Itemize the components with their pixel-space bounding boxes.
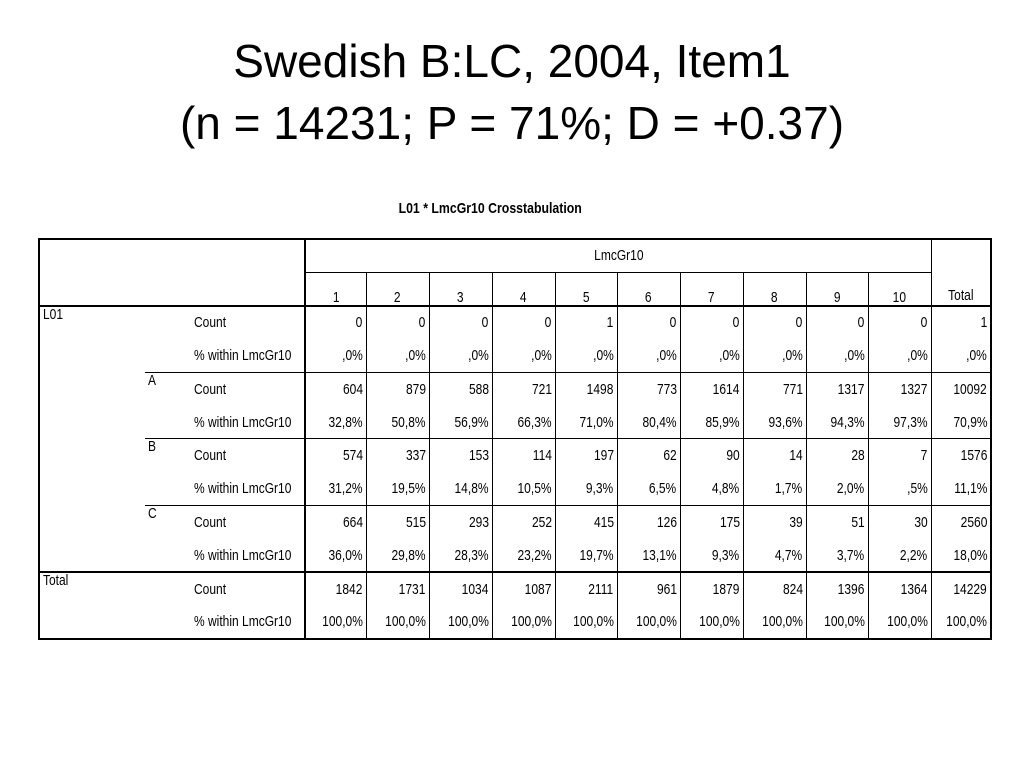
row-var-label: L01 — [43, 305, 64, 323]
pct-value: 100,0% — [384, 613, 426, 631]
count-value: 153 — [468, 447, 489, 465]
total-count-cell — [931, 306, 991, 339]
stat-label-cell — [191, 406, 305, 439]
count-cell — [555, 572, 617, 605]
pct-value: 4,7% — [775, 546, 803, 564]
col-group-header — [305, 239, 931, 272]
count-value: 824 — [782, 580, 803, 598]
pct-cell — [492, 539, 555, 572]
pct-value: 10,5% — [517, 480, 552, 498]
pct-value: 100,0% — [698, 613, 740, 631]
group-label-cell — [145, 372, 191, 439]
pct-value: 9,3% — [586, 480, 614, 498]
table-row — [39, 506, 991, 539]
count-cell — [366, 572, 429, 605]
count-cell — [555, 372, 617, 405]
pct-value: ,0% — [843, 346, 865, 364]
count-value: 2560 — [960, 514, 988, 532]
count-cell — [806, 372, 868, 405]
pct-value: 100,0% — [823, 613, 865, 631]
count-value: 574 — [342, 447, 363, 465]
column-header-label: 9 — [833, 288, 841, 306]
stat-label-pct: % within LmcGr10 — [194, 346, 292, 364]
count-cell — [366, 306, 429, 339]
total-pct-cell — [931, 339, 991, 372]
count-cell — [868, 306, 931, 339]
pct-cell — [429, 339, 492, 372]
column-header — [555, 272, 617, 305]
count-cell — [305, 439, 366, 472]
stat-label-cell — [191, 339, 305, 372]
pct-cell — [806, 472, 868, 505]
pct-value: 66,3% — [517, 413, 552, 431]
crosstab-table-container — [38, 238, 988, 638]
pct-cell — [429, 472, 492, 505]
pct-cell — [743, 539, 806, 572]
pct-value: 23,2% — [517, 546, 552, 564]
group-label-cell — [145, 439, 191, 506]
pct-cell — [305, 339, 366, 372]
pct-cell — [366, 339, 429, 372]
pct-cell — [743, 406, 806, 439]
pct-cell — [366, 406, 429, 439]
count-value: 337 — [405, 447, 426, 465]
pct-cell — [366, 472, 429, 505]
column-header-label: 7 — [708, 288, 715, 306]
count-cell — [806, 572, 868, 605]
pct-value: 100,0% — [510, 613, 552, 631]
pct-value: ,0% — [341, 346, 363, 364]
count-value: 879 — [405, 380, 426, 398]
count-value: 1034 — [461, 580, 489, 598]
count-value: 1396 — [837, 580, 865, 598]
pct-cell — [617, 472, 680, 505]
crosstab-table — [38, 238, 992, 640]
table-row — [39, 572, 991, 605]
stat-label-pct: % within LmcGr10 — [194, 480, 292, 498]
count-cell — [868, 506, 931, 539]
count-value: 114 — [532, 447, 552, 465]
pct-value: 4,8% — [712, 480, 740, 498]
pct-value: 2,2% — [900, 546, 928, 564]
pct-cell — [868, 606, 931, 639]
count-cell — [492, 439, 555, 472]
pct-value: 9,3% — [712, 546, 740, 564]
count-value: 721 — [531, 380, 552, 398]
count-cell — [743, 572, 806, 605]
count-cell — [743, 306, 806, 339]
count-value: 1498 — [586, 380, 614, 398]
pct-value: ,0% — [718, 346, 740, 364]
total-row-label: Total — [43, 572, 69, 590]
pct-cell — [492, 606, 555, 639]
count-cell — [305, 372, 366, 405]
count-cell — [680, 439, 743, 472]
count-cell — [555, 439, 617, 472]
column-header — [743, 272, 806, 305]
pct-value: 100,0% — [321, 613, 363, 631]
column-header-label: 4 — [520, 288, 527, 306]
column-header-label: 5 — [582, 288, 590, 306]
pct-cell — [555, 606, 617, 639]
count-value: 1317 — [837, 380, 865, 398]
column-header — [617, 272, 680, 305]
pct-value: 2,0% — [837, 480, 865, 498]
count-value: 51 — [851, 514, 865, 532]
total-pct-cell — [931, 406, 991, 439]
count-value: 0 — [920, 314, 928, 332]
pct-cell — [617, 606, 680, 639]
count-value: 771 — [782, 380, 803, 398]
count-value: 961 — [656, 580, 677, 598]
stat-label-cell — [191, 372, 305, 405]
pct-cell — [492, 339, 555, 372]
group-label: A — [148, 372, 157, 389]
pct-cell — [806, 339, 868, 372]
table-row — [39, 439, 991, 472]
count-cell — [743, 372, 806, 405]
pct-value: ,0% — [592, 346, 614, 364]
count-value: 175 — [719, 514, 740, 532]
pct-value: ,0% — [404, 346, 426, 364]
pct-cell — [680, 539, 743, 572]
count-value: 39 — [789, 514, 803, 532]
count-value: 1731 — [398, 580, 426, 598]
count-cell — [366, 439, 429, 472]
pct-value: 32,8% — [328, 413, 363, 431]
total-count-cell — [931, 439, 991, 472]
pct-cell — [743, 472, 806, 505]
column-header — [868, 272, 931, 305]
count-value: 0 — [857, 314, 865, 332]
count-cell — [429, 372, 492, 405]
column-header-label: 8 — [771, 288, 778, 306]
column-header — [680, 272, 743, 305]
count-value: 90 — [726, 447, 740, 465]
count-cell — [492, 306, 555, 339]
count-cell — [680, 306, 743, 339]
count-cell — [555, 506, 617, 539]
count-cell — [868, 572, 931, 605]
count-value: 0 — [355, 314, 363, 332]
pct-value: 1,7% — [775, 480, 803, 498]
pct-cell — [806, 406, 868, 439]
count-value: 415 — [593, 514, 614, 532]
column-header — [806, 272, 868, 305]
count-cell — [492, 506, 555, 539]
pct-cell — [555, 406, 617, 439]
count-cell — [743, 439, 806, 472]
count-cell — [305, 306, 366, 339]
pct-value: 18,0% — [953, 546, 988, 564]
count-value: 1364 — [900, 580, 928, 598]
stat-label-count: Count — [194, 514, 227, 532]
stat-label-count: Count — [194, 580, 227, 598]
column-header — [492, 272, 555, 305]
pct-value: 6,5% — [649, 480, 677, 498]
stat-label-count: Count — [194, 380, 227, 398]
count-cell — [743, 506, 806, 539]
pct-cell — [492, 472, 555, 505]
pct-cell — [429, 606, 492, 639]
slide-title-line2: (n = 14231; P = 71%; D = +0.37) — [179, 97, 845, 149]
pct-cell — [680, 406, 743, 439]
stat-label-count: Count — [194, 314, 227, 332]
count-value: 2111 — [588, 580, 614, 598]
count-value: 664 — [342, 514, 363, 532]
pct-value: ,0% — [781, 346, 803, 364]
pct-value: 93,6% — [768, 413, 803, 431]
total-pct-cell — [931, 606, 991, 639]
count-cell — [366, 372, 429, 405]
pct-cell — [868, 539, 931, 572]
count-value: 1 — [606, 314, 614, 332]
pct-cell — [555, 472, 617, 505]
count-cell — [429, 506, 492, 539]
count-cell — [680, 372, 743, 405]
pct-value: 100,0% — [635, 613, 677, 631]
count-value: 1879 — [712, 580, 740, 598]
pct-value: 71,0% — [579, 413, 614, 431]
slide-title — [0, 30, 1024, 154]
count-value: 1087 — [524, 580, 552, 598]
pct-cell — [806, 539, 868, 572]
pct-value: 100,0% — [447, 613, 489, 631]
column-header — [366, 272, 429, 305]
pct-value: ,0% — [906, 346, 928, 364]
pct-value: 56,9% — [454, 413, 489, 431]
count-value: 1576 — [960, 447, 988, 465]
stat-label-cell — [191, 472, 305, 505]
count-cell — [366, 506, 429, 539]
total-column-label: Total — [948, 286, 974, 304]
count-cell — [492, 372, 555, 405]
count-cell — [429, 306, 492, 339]
pct-value: 28,3% — [454, 546, 489, 564]
column-header-label: 2 — [394, 288, 401, 306]
stat-label-cell — [191, 572, 305, 605]
group-label-cell — [145, 506, 191, 573]
count-value: 14 — [789, 447, 803, 465]
pct-value: ,0% — [655, 346, 677, 364]
pct-value: 31,2% — [328, 480, 363, 498]
row-var-label-cell — [39, 306, 145, 573]
count-value: 0 — [544, 314, 552, 332]
count-value: 1842 — [335, 580, 363, 598]
count-cell — [806, 439, 868, 472]
count-value: 0 — [795, 314, 803, 332]
column-header — [429, 272, 492, 305]
pct-value: 36,0% — [328, 546, 363, 564]
pct-cell — [617, 406, 680, 439]
pct-value: 100,0% — [572, 613, 614, 631]
pct-cell — [680, 339, 743, 372]
stat-label-cell — [191, 439, 305, 472]
pct-cell — [555, 339, 617, 372]
pct-value: 97,3% — [893, 413, 928, 431]
group-label: B — [148, 438, 157, 456]
total-header — [931, 239, 991, 306]
pct-value: 100,0% — [946, 613, 988, 631]
count-value: 14229 — [953, 580, 988, 598]
pct-cell — [868, 406, 931, 439]
pct-cell — [305, 606, 366, 639]
count-value: 1 — [980, 314, 988, 332]
pct-cell — [366, 606, 429, 639]
pct-cell — [617, 539, 680, 572]
count-value: 515 — [405, 514, 426, 532]
count-cell — [680, 506, 743, 539]
count-value: 197 — [593, 447, 614, 465]
count-cell — [305, 506, 366, 539]
count-cell — [492, 572, 555, 605]
stat-label-cell — [191, 306, 305, 339]
pct-value: 100,0% — [886, 613, 928, 631]
count-value: 126 — [656, 514, 677, 532]
stat-label-pct: % within LmcGr10 — [194, 613, 292, 631]
count-value: 1327 — [900, 380, 928, 398]
count-cell — [617, 572, 680, 605]
stat-label-cell — [191, 506, 305, 539]
pct-value: 3,7% — [837, 546, 865, 564]
pct-value: 19,5% — [391, 480, 426, 498]
stat-label-pct: % within LmcGr10 — [194, 413, 292, 431]
pct-cell — [305, 472, 366, 505]
table-row — [39, 372, 991, 405]
corner-cell — [39, 239, 305, 306]
group-label: C — [148, 505, 157, 523]
stat-label-pct: % within LmcGr10 — [194, 546, 292, 564]
total-count-cell — [931, 506, 991, 539]
count-cell — [617, 306, 680, 339]
count-cell — [806, 306, 868, 339]
count-value: 10092 — [953, 380, 988, 398]
pct-cell — [680, 606, 743, 639]
count-value: 252 — [531, 514, 552, 532]
pct-cell — [743, 606, 806, 639]
count-value: 293 — [468, 514, 489, 532]
pct-value: ,0% — [966, 346, 988, 364]
count-cell — [680, 572, 743, 605]
column-header — [305, 272, 366, 305]
pct-value: 94,3% — [830, 413, 865, 431]
column-header-label: 3 — [457, 288, 464, 306]
pct-cell — [305, 406, 366, 439]
table-row — [39, 306, 991, 339]
count-cell — [806, 506, 868, 539]
pct-cell — [305, 539, 366, 572]
col-group-label: LmcGr10 — [593, 247, 644, 265]
pct-value: ,0% — [467, 346, 489, 364]
column-header-label: 6 — [645, 288, 652, 306]
stat-label-count: Count — [194, 447, 227, 465]
pct-value: 85,9% — [705, 413, 740, 431]
count-value: 1614 — [712, 380, 740, 398]
total-row-label-cell — [39, 572, 191, 639]
group-label-cell — [145, 306, 191, 373]
count-cell — [868, 372, 931, 405]
count-value: 0 — [481, 314, 489, 332]
pct-value: 70,9% — [953, 413, 988, 431]
count-value: 62 — [663, 447, 677, 465]
count-value: 588 — [468, 380, 489, 398]
column-header-label: 1 — [332, 288, 340, 306]
pct-cell — [617, 339, 680, 372]
pct-value: 13,1% — [642, 546, 677, 564]
count-cell — [617, 372, 680, 405]
pct-value: 100,0% — [761, 613, 803, 631]
table-caption: L01 * LmcGr10 Crosstabulation — [398, 200, 582, 217]
count-value: 30 — [914, 514, 928, 532]
pct-value: ,5% — [906, 480, 928, 498]
pct-value: 80,4% — [642, 413, 677, 431]
pct-cell — [492, 406, 555, 439]
pct-cell — [555, 539, 617, 572]
count-value: 773 — [656, 380, 677, 398]
pct-value: 29,8% — [391, 546, 426, 564]
header-row-group — [39, 239, 991, 272]
pct-value: 50,8% — [391, 413, 426, 431]
count-cell — [305, 572, 366, 605]
count-cell — [617, 506, 680, 539]
pct-cell — [743, 339, 806, 372]
pct-cell — [806, 606, 868, 639]
count-cell — [429, 572, 492, 605]
count-cell — [617, 439, 680, 472]
count-value: 0 — [669, 314, 677, 332]
pct-cell — [868, 472, 931, 505]
column-header-label: 10 — [892, 288, 907, 306]
pct-cell — [680, 472, 743, 505]
pct-cell — [429, 406, 492, 439]
pct-value: 11,1% — [954, 480, 988, 498]
count-value: 604 — [342, 380, 363, 398]
total-count-cell — [931, 572, 991, 605]
slide-title-line1: Swedish B:LC, 2004, Item1 — [233, 35, 791, 87]
pct-cell — [366, 539, 429, 572]
count-value: 28 — [851, 447, 865, 465]
pct-value: ,0% — [530, 346, 552, 364]
total-pct-cell — [931, 539, 991, 572]
count-cell — [555, 306, 617, 339]
pct-cell — [868, 339, 931, 372]
pct-value: 19,7% — [579, 546, 614, 564]
count-value: 7 — [920, 447, 928, 465]
stat-label-cell — [191, 606, 305, 639]
total-count-cell — [931, 372, 991, 405]
count-cell — [868, 439, 931, 472]
count-value: 0 — [418, 314, 426, 332]
pct-cell — [429, 539, 492, 572]
total-pct-cell — [931, 472, 991, 505]
count-cell — [429, 439, 492, 472]
pct-value: 14,8% — [454, 480, 489, 498]
count-value: 0 — [732, 314, 740, 332]
stat-label-cell — [191, 539, 305, 572]
